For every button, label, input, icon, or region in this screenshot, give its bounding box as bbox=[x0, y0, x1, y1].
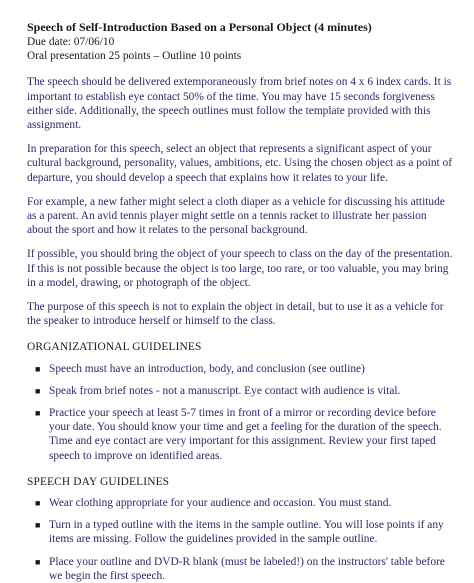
list-item-text: Turn in a typed outline with the items in the sample outline. You will lose points if any items are missing. Follow the guidelines provided in the sample outline. bbox=[49, 519, 444, 546]
list-item bbox=[27, 518, 453, 546]
square-bullet-icon: ■ bbox=[35, 498, 41, 509]
list-item bbox=[27, 496, 453, 510]
square-bullet-icon: ■ bbox=[35, 385, 41, 396]
document-title: Speech of Self-Introduction Based on a Personal Object (4 minutes) bbox=[27, 20, 372, 34]
square-bullet-icon: ■ bbox=[35, 556, 41, 567]
list-item bbox=[27, 384, 453, 398]
list-item-text: Place your outline and DVD-R blank (must be labeled!) on the instructors' table before we begin the first speech. bbox=[49, 555, 445, 582]
square-bullet-icon: ■ bbox=[35, 363, 41, 374]
list-item bbox=[27, 406, 453, 463]
list-item-text: Practice your speech at least 5-7 times in front of a mirror or recording device before your date. You should know your time and get a feeling for the duration of the speech. Time and eye contact are very important for this assignment. Review your first taped speech to improve on identified areas. bbox=[49, 407, 442, 462]
list-item-text: Speech must have an introduction, body, and conclusion (see outline) bbox=[49, 362, 365, 375]
speech-day-guidelines-heading: SPEECH DAY GUIDELINES bbox=[27, 475, 170, 488]
paragraph-bring-object: If possible, you should bring the object of your speech to class on the day of the presentation. If this is not possible because the object is too large, too rare, or too valuable, you may bring in a model, drawing, or photograph of the object. bbox=[27, 248, 453, 289]
points-line: Oral presentation 25 points – Outline 10 points bbox=[27, 50, 242, 63]
paragraph-example: For example, a new father might select a cloth diaper as a vehicle for discussing his attitude as a parent. An avid tennis player might settle on a tennis racket to illustrate her passion about the sport and how it relates to the personal background. bbox=[27, 195, 445, 237]
speech-day-guidelines-list bbox=[27, 496, 453, 583]
paragraph-delivery: The speech should be delivered extemporaneously from brief notes on 4 x 6 index cards. It is important to establish eye contact 50% of the time. You may have 15 seconds forgiveness either side. Additionally, the speech outlines must follow the template provided with this assignment. bbox=[27, 76, 452, 132]
organizational-guidelines-list bbox=[27, 362, 453, 463]
paragraph-purpose: The purpose of this speech is not to explain the object in detail, but to use it as a vehicle for the speaker to introduce herself or himself to the class. bbox=[27, 301, 444, 328]
organizational-guidelines-heading: ORGANIZATIONAL GUIDELINES bbox=[27, 341, 202, 354]
paragraph-preparation: In preparation for this speech, select an object that represents a significant aspect of your cultural background, personality, values, ambitions, etc. Using the chosen object as a point of departure, you should develop a speech that explains how it relates to your life. bbox=[27, 143, 453, 184]
square-bullet-icon: ■ bbox=[35, 408, 41, 419]
square-bullet-icon: ■ bbox=[35, 520, 41, 531]
list-item-text: Speak from brief notes - not a manuscript. Eye contact with audience is vital. bbox=[49, 384, 401, 397]
list-item bbox=[27, 555, 453, 583]
list-item-text: Wear clothing appropriate for your audience and occasion. You must stand. bbox=[49, 497, 392, 510]
list-item bbox=[27, 362, 453, 376]
due-date: Due date: 07/06/10 bbox=[27, 36, 115, 48]
